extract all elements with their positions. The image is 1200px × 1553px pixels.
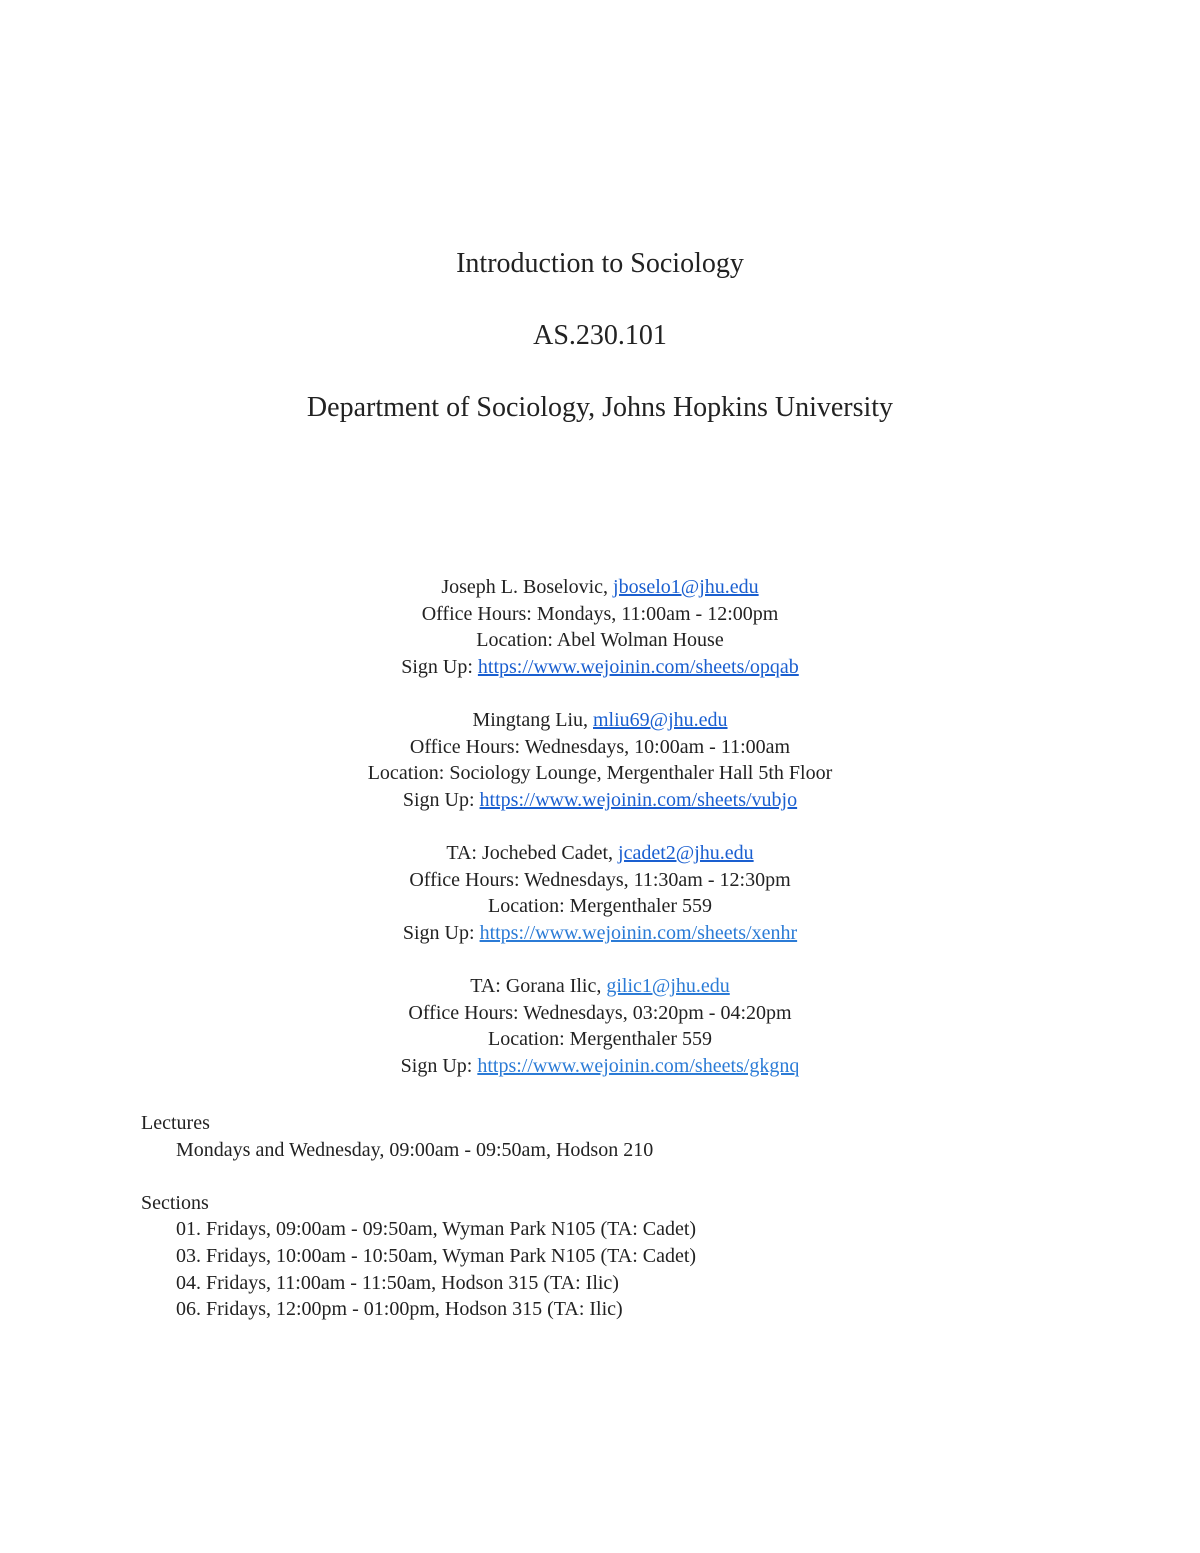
location: Location: Mergenthaler 559 (487, 1028, 712, 1051)
location: Location: Mergenthaler 559 (487, 895, 712, 918)
signup-line (0, 920, 1200, 947)
contact-boselovic (0, 574, 1200, 680)
email-link[interactable]: jcadet2@jhu.edu (618, 841, 754, 864)
email-link[interactable]: gilic1@jhu.edu (606, 974, 730, 997)
contact-name-line (0, 707, 1200, 734)
course-title: Introduction to Sociology (456, 248, 744, 279)
signup-line (0, 787, 1200, 814)
signup-link[interactable]: https://www.wejoinin.com/sheets/vubjo (479, 788, 798, 811)
contact-name: Mingtang Liu, (472, 708, 593, 731)
section-item: 04. Fridays, 11:00am - 11:50am, Hodson 315 (TA: Ilic) (176, 1271, 619, 1294)
office-hours: Office Hours: Wednesdays, 11:30am - 12:30pm (409, 868, 791, 891)
contacts-block (0, 574, 1200, 1106)
contact-ilic (0, 973, 1200, 1079)
signup-link[interactable]: https://www.wejoinin.com/sheets/gkgnq (477, 1054, 800, 1077)
section-item: 03. Fridays, 10:00am - 10:50am, Wyman Park N105 (TA: Cadet) (176, 1244, 697, 1267)
contact-name: TA: Gorana Ilic, (470, 974, 607, 997)
lecture-item: Mondays and Wednesday, 09:00am - 09:50am, Hodson 210 (176, 1138, 654, 1161)
section-item: 06. Fridays, 12:00pm - 01:00pm, Hodson 315 (TA: Ilic) (176, 1298, 623, 1321)
location: Location: Abel Wolman House (476, 629, 724, 652)
contact-name-line (0, 574, 1200, 601)
contact-liu (0, 707, 1200, 813)
contact-cadet (0, 840, 1200, 946)
lectures-heading: Lectures (141, 1112, 210, 1134)
contact-name: TA: Jochebed Cadet, (446, 841, 619, 864)
signup-label: Sign Up: (402, 921, 480, 944)
office-hours: Office Hours: Wednesdays, 10:00am - 11:00am (409, 735, 791, 758)
contact-name-line (0, 840, 1200, 867)
signup-line (0, 654, 1200, 681)
signup-label: Sign Up: (401, 655, 478, 678)
section-item: 01. Fridays, 09:00am - 09:50am, Wyman Park N105 (TA: Cadet) (176, 1218, 697, 1241)
signup-label: Sign Up: (400, 1054, 478, 1077)
email-link[interactable]: jboselo1@jhu.edu (613, 576, 759, 598)
sections-group (141, 1190, 1141, 1323)
signup-label: Sign Up: (402, 788, 480, 811)
email-link[interactable]: mliu69@jhu.edu (593, 708, 728, 731)
contact-name: Joseph L. Boselovic, (441, 576, 614, 598)
sections-heading: Sections (141, 1191, 209, 1214)
signup-link[interactable]: https://www.wejoinin.com/sheets/xenhr (479, 921, 798, 944)
department-line: Department of Sociology, Johns Hopkins University (306, 392, 894, 423)
schedule-block (141, 1110, 1141, 1349)
contact-name-line (0, 973, 1200, 1000)
office-hours: Office Hours: Wednesdays, 03:20pm - 04:20pm (408, 1001, 792, 1024)
location: Location: Sociology Lounge, Mergenthaler Hall 5th Floor (367, 762, 833, 785)
title-block (0, 246, 1200, 462)
office-hours: Office Hours: Mondays, 11:00am - 12:00pm (421, 602, 779, 625)
signup-line (0, 1053, 1200, 1080)
signup-link[interactable]: https://www.wejoinin.com/sheets/opqab (477, 655, 799, 678)
lectures-group (141, 1110, 1141, 1163)
course-code: AS.230.101 (533, 320, 667, 351)
